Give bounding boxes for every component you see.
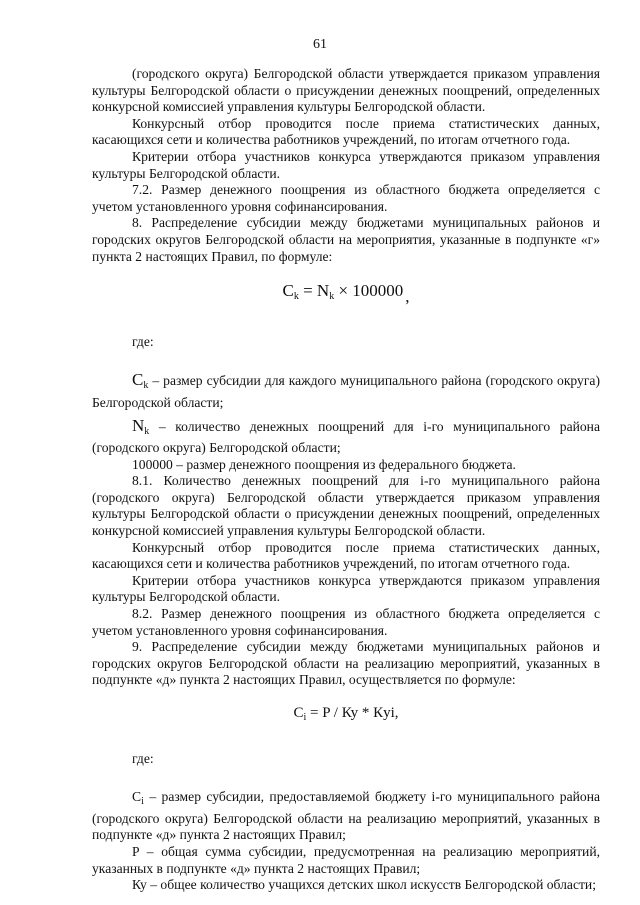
formula-subscript: k — [329, 291, 335, 303]
definition-symbol: N — [132, 415, 145, 435]
formula-symbol: N — [316, 281, 330, 301]
paragraph: Конкурсный отбор проводится после приема статистических данных, касающихся сети и количества работников учреждений, по итогам отчетного года. — [92, 115, 600, 148]
definition-ky: Ку – общее количество учащихся детских школ искусств Белгородской области; — [132, 877, 596, 893]
paragraph: (городского округа) Белгородской области утверждается приказом управления культуры Белгородской области о присуждении денежных поощрений, определенных конкурсной комиссией управления культуры Белгородской области. — [92, 66, 600, 115]
definition-nk — [92, 415, 600, 457]
formula-operator: = — [298, 281, 317, 301]
paragraph: Критерии отбора участников конкурса утверждаются приказом управления культуры Белгородской области. — [92, 572, 600, 605]
paragraph: 9. Распределение субсидии между бюджетами муниципальных районов и городских округов Белгородской области на реализацию мероприятий, указанных в подпункте «д» пункта 2 настоящих Правил, осуществляется по формуле: — [92, 639, 600, 688]
formula-ci — [92, 705, 600, 727]
paragraph: Критерии отбора участников конкурса утверждаются приказом управления культуры Белгородской области. — [92, 148, 600, 181]
definition-text: – количество денежных поощрений для i-го муниципального района (городского округа) Белгородской области; — [92, 418, 600, 456]
paragraph: 8.1. Количество денежных поощрений для i-го муниципального района (городского округа) Белгородской области утверждается приказом управления культуры Белгородской области о присуждении денежных поощрений, определенных конкурсной комиссией управления культуры Белгородской области. — [92, 473, 600, 539]
paragraph: Конкурсный отбор проводится после приема статистических данных, касающихся сети и количества работников учреждений, по итогам отчетного года. — [92, 539, 600, 572]
paragraph: 8. Распределение субсидии между бюджетами муниципальных районов и городских округов Белгородской области на мероприятия, указанные в подпункте «г» пункта 2 настоящих Правил, по формуле: — [92, 215, 600, 264]
formula-comma: , — [405, 287, 410, 307]
formula-rest: = P / Ку * Кyi, — [306, 705, 399, 721]
formula-ck — [92, 283, 600, 306]
formula-symbol: C — [293, 705, 304, 721]
paragraph: 8.2. Размер денежного поощрения из областного бюджета определяется с учетом установленного уровня софинансирования. — [92, 606, 600, 638]
definition-symbol: C — [132, 789, 142, 805]
document-body — [92, 66, 600, 894]
formula-rest: × 100000 — [334, 281, 404, 301]
definition-symbol: C — [132, 370, 144, 390]
definition-subscript: i — [141, 796, 144, 808]
definition-ci — [92, 789, 600, 844]
where-label: где: — [132, 333, 154, 349]
paragraph: 7.2. Размер денежного поощрения из областного бюджета определяется с учетом установленного уровня софинансирования. — [92, 182, 600, 214]
where-label: где: — [132, 750, 154, 766]
definition-text: – размер субсидии для каждого муниципального района (городского округа) Белгородской области; — [92, 373, 600, 410]
definition-ck — [92, 372, 600, 411]
definition-100000: 100000 – размер денежного поощрения из федерального бюджета. — [132, 456, 516, 472]
definition-subscript: k — [144, 425, 150, 437]
formula-symbol: C — [282, 281, 294, 301]
definition-p: P – общая сумма субсидии, предусмотренная на реализацию мероприятий, указанных в подпункте «д» пункта 2 настоящих Правил; — [92, 843, 600, 876]
formula-subscript: k — [293, 291, 299, 303]
page-number: 61 — [313, 37, 327, 52]
formula-subscript: i — [303, 712, 307, 723]
definition-subscript: k — [143, 380, 149, 392]
definition-text: – размер субсидии, предоставляемой бюджету i-го муниципального района (городского округа) Белгородской области на реализацию мероприятий, указанных в подпункте «д» пункта 2 настоящих Правил; — [92, 789, 600, 843]
